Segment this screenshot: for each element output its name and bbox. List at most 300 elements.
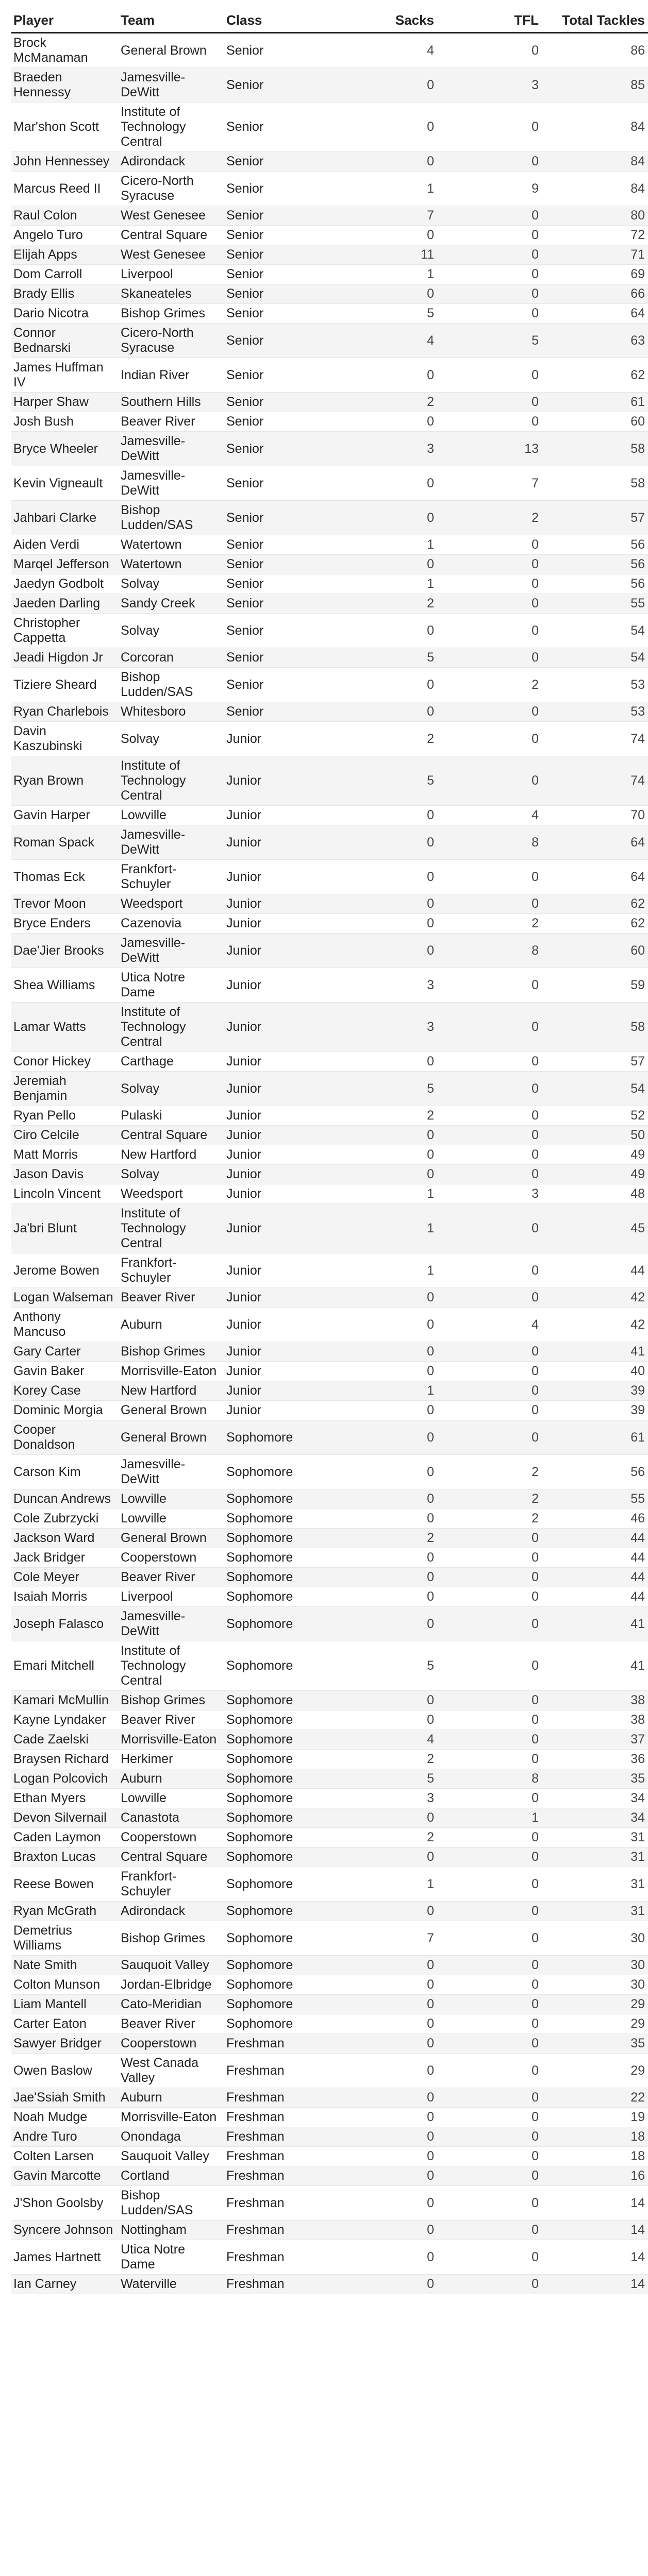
cell-team: Cooperstown [119,1548,224,1568]
cell-team: Jordan-Elbridge [119,1975,224,1995]
table-row [11,1769,648,1789]
table-row [11,2088,648,2108]
cell-sacks: 0 [331,1848,441,1867]
cell-sacks: 0 [331,1587,441,1607]
cell-team: Jamesville-DeWitt [119,825,224,860]
cell-team: Corcoran [119,648,224,668]
cell-tfl: 0 [441,2127,546,2147]
cell-team: Cooperstown [119,2034,224,2054]
cell-total-tackles: 84 [546,172,648,206]
cell-team: Morrisville-Eaton [119,1362,224,1381]
cell-team: Jamesville-DeWitt [119,1455,224,1489]
cell-total-tackles: 49 [546,1145,648,1165]
cell-total-tackles: 46 [546,1509,648,1529]
cell-total-tackles: 29 [546,2054,648,2088]
cell-class: Senior [224,358,331,393]
cell-class: Junior [224,1401,331,1420]
cell-sacks: 2 [331,594,441,614]
cell-player: Duncan Andrews [11,1489,119,1509]
cell-class: Senior [224,702,331,722]
cell-class: Sophomore [224,1455,331,1489]
cell-sacks: 0 [331,1607,441,1641]
table-row [11,2108,648,2127]
cell-total-tackles: 14 [546,2221,648,2240]
cell-team: Herkimer [119,1750,224,1769]
cell-sacks: 0 [331,614,441,648]
cell-player: Tiziere Sheard [11,668,119,702]
cell-sacks: 3 [331,1003,441,1052]
cell-team: Bishop Grimes [119,304,224,324]
table-row [11,103,648,152]
cell-team: Jamesville-DeWitt [119,934,224,968]
table-row [11,2275,648,2294]
table-row [11,1308,648,1342]
cell-sacks: 0 [331,103,441,152]
cell-team: Bishop Grimes [119,1342,224,1362]
cell-tfl: 0 [441,1003,546,1052]
cell-team: Carthage [119,1052,224,1072]
cell-total-tackles: 31 [546,1902,648,1921]
cell-total-tackles: 58 [546,1003,648,1052]
cell-team: Jamesville-DeWitt [119,1607,224,1641]
cell-total-tackles: 53 [546,702,648,722]
cell-total-tackles: 30 [546,1975,648,1995]
cell-player: Gavin Marcotte [11,2166,119,2186]
cell-tfl: 0 [441,1052,546,1072]
cell-sacks: 2 [331,1750,441,1769]
cell-tfl: 0 [441,1529,546,1548]
cell-sacks: 0 [331,68,441,103]
cell-total-tackles: 49 [546,1165,648,1184]
cell-player: Noah Mudge [11,2108,119,2127]
table-row [11,1828,648,1848]
table-row [11,1548,648,1568]
cell-tfl: 0 [441,1956,546,1975]
cell-total-tackles: 71 [546,245,648,265]
cell-total-tackles: 18 [546,2127,648,2147]
table-row [11,501,648,535]
header-total-tackles[interactable]: Total Tackles [546,9,648,33]
cell-team: Watertown [119,535,224,555]
cell-class: Sophomore [224,1956,331,1975]
cell-player: Jaeden Darling [11,594,119,614]
cell-player: Connor Bednarski [11,324,119,358]
cell-tfl: 0 [441,1828,546,1848]
cell-sacks: 0 [331,1568,441,1587]
header-tfl[interactable]: TFL [441,9,546,33]
cell-sacks: 5 [331,756,441,806]
cell-tfl: 0 [441,648,546,668]
cell-tfl: 0 [441,412,546,432]
table-row [11,2034,648,2054]
cell-total-tackles: 42 [546,1288,648,1308]
cell-class: Senior [224,68,331,103]
cell-class: Freshman [224,2127,331,2147]
cell-player: J'Shon Goolsby [11,2186,119,2221]
cell-tfl: 0 [441,2166,546,2186]
cell-class: Junior [224,825,331,860]
cell-total-tackles: 57 [546,1052,648,1072]
cell-team: Adirondack [119,152,224,172]
table-row [11,466,648,501]
cell-player: Kamari McMullin [11,1691,119,1710]
cell-team: Sauquoit Valley [119,1956,224,1975]
table-row [11,806,648,825]
cell-tfl: 0 [441,2147,546,2166]
cell-tfl: 1 [441,1808,546,1828]
cell-team: West Canada Valley [119,2054,224,2088]
cell-tfl: 0 [441,702,546,722]
cell-class: Senior [224,103,331,152]
cell-tfl: 0 [441,1381,546,1401]
cell-team: Utica Notre Dame [119,2240,224,2275]
cell-team: Weedsport [119,894,224,914]
cell-player: Shea Williams [11,968,119,1003]
table-row [11,702,648,722]
cell-total-tackles: 62 [546,358,648,393]
cell-sacks: 1 [331,574,441,594]
cell-tfl: 0 [441,1072,546,1106]
cell-tfl: 0 [441,1568,546,1587]
cell-team: Skaneateles [119,284,224,304]
cell-team: Solvay [119,1072,224,1106]
cell-total-tackles: 60 [546,934,648,968]
cell-class: Sophomore [224,1808,331,1828]
cell-team: Whitesboro [119,702,224,722]
cell-tfl: 0 [441,2034,546,2054]
cell-sacks: 1 [331,1184,441,1204]
cell-class: Freshman [224,2221,331,2240]
cell-team: Institute of Technology Central [119,1204,224,1253]
table-row [11,2014,648,2034]
cell-player: Cole Meyer [11,1568,119,1587]
cell-player: Reese Bowen [11,1867,119,1902]
cell-tfl: 2 [441,501,546,535]
cell-player: James Hartnett [11,2240,119,2275]
cell-player: Syncere Johnson [11,2221,119,2240]
table-row [11,968,648,1003]
cell-total-tackles: 56 [546,535,648,555]
cell-player: Lincoln Vincent [11,1184,119,1204]
cell-class: Junior [224,1253,331,1288]
cell-class: Senior [224,501,331,535]
table-row [11,68,648,103]
cell-class: Sophomore [224,1750,331,1769]
cell-team: Institute of Technology Central [119,1003,224,1052]
cell-player: Cole Zubrzycki [11,1509,119,1529]
cell-total-tackles: 56 [546,574,648,594]
cell-team: Cicero-North Syracuse [119,172,224,206]
cell-player: Jahbari Clarke [11,501,119,535]
cell-class: Freshman [224,2166,331,2186]
cell-player: Colten Larsen [11,2147,119,2166]
cell-team: Sauquoit Valley [119,2147,224,2166]
header-class[interactable]: Class [224,9,331,33]
cell-team: Bishop Grimes [119,1921,224,1956]
cell-sacks: 5 [331,1769,441,1789]
cell-class: Junior [224,1126,331,1145]
cell-team: Liverpool [119,1587,224,1607]
cell-team: Morrisville-Eaton [119,1730,224,1750]
cell-tfl: 0 [441,1789,546,1808]
cell-sacks: 4 [331,33,441,68]
cell-team: Lowville [119,806,224,825]
cell-player: Ryan Charlebois [11,702,119,722]
cell-sacks: 0 [331,2127,441,2147]
cell-player: Jackson Ward [11,1529,119,1548]
cell-sacks: 0 [331,2054,441,2088]
cell-player: Kayne Lyndaker [11,1710,119,1730]
cell-tfl: 0 [441,358,546,393]
cell-class: Junior [224,1106,331,1126]
cell-total-tackles: 31 [546,1848,648,1867]
cell-sacks: 0 [331,1455,441,1489]
table-row [11,555,648,574]
cell-class: Junior [224,1204,331,1253]
cell-total-tackles: 55 [546,1489,648,1509]
cell-sacks: 0 [331,2166,441,2186]
cell-total-tackles: 35 [546,2034,648,2054]
cell-total-tackles: 55 [546,594,648,614]
table-row [11,1420,648,1455]
cell-tfl: 2 [441,1455,546,1489]
cell-class: Sophomore [224,1548,331,1568]
cell-class: Senior [224,412,331,432]
cell-class: Senior [224,304,331,324]
header-team[interactable]: Team [119,9,224,33]
cell-tfl: 0 [441,265,546,284]
cell-team: Institute of Technology Central [119,756,224,806]
cell-sacks: 0 [331,914,441,934]
cell-total-tackles: 44 [546,1529,648,1548]
cell-tfl: 9 [441,172,546,206]
cell-sacks: 0 [331,1126,441,1145]
table-row [11,722,648,756]
cell-team: Auburn [119,2088,224,2108]
table-row [11,594,648,614]
table-row [11,1381,648,1401]
cell-player: Jeremiah Benjamin [11,1072,119,1106]
table-row [11,934,648,968]
cell-player: Colton Munson [11,1975,119,1995]
table-row [11,1342,648,1362]
cell-total-tackles: 72 [546,226,648,245]
cell-player: Braysen Richard [11,1750,119,1769]
cell-sacks: 0 [331,1362,441,1381]
cell-team: Jamesville-DeWitt [119,466,224,501]
cell-sacks: 2 [331,1828,441,1848]
cell-tfl: 0 [441,152,546,172]
cell-total-tackles: 48 [546,1184,648,1204]
cell-tfl: 0 [441,206,546,226]
cell-tfl: 0 [441,284,546,304]
cell-class: Sophomore [224,1730,331,1750]
table-row [11,226,648,245]
cell-total-tackles: 64 [546,825,648,860]
table-row [11,1956,648,1975]
table-row [11,1641,648,1691]
table-row [11,1401,648,1420]
cell-class: Sophomore [224,1975,331,1995]
cell-tfl: 0 [441,245,546,265]
cell-player: Liam Mantell [11,1995,119,2014]
cell-class: Sophomore [224,1420,331,1455]
cell-class: Junior [224,806,331,825]
cell-sacks: 1 [331,535,441,555]
table-row [11,1995,648,2014]
table-row [11,1052,648,1072]
cell-player: Trevor Moon [11,894,119,914]
cell-team: Central Square [119,1848,224,1867]
cell-team: Beaver River [119,1710,224,1730]
cell-player: Demetrius Williams [11,1921,119,1956]
cell-team: Central Square [119,226,224,245]
cell-class: Sophomore [224,1607,331,1641]
cell-tfl: 8 [441,1769,546,1789]
header-player[interactable]: Player [11,9,119,33]
cell-team: Pulaski [119,1106,224,1126]
cell-total-tackles: 40 [546,1362,648,1381]
cell-sacks: 0 [331,2147,441,2166]
cell-team: Auburn [119,1308,224,1342]
cell-class: Junior [224,1003,331,1052]
cell-total-tackles: 38 [546,1691,648,1710]
cell-team: Lowville [119,1489,224,1509]
cell-player: Jack Bridger [11,1548,119,1568]
cell-sacks: 0 [331,555,441,574]
table-row [11,1165,648,1184]
cell-total-tackles: 38 [546,1710,648,1730]
cell-sacks: 0 [331,2088,441,2108]
cell-total-tackles: 30 [546,1956,648,1975]
cell-total-tackles: 29 [546,2014,648,2034]
table-row [11,1529,648,1548]
cell-sacks: 0 [331,412,441,432]
cell-total-tackles: 70 [546,806,648,825]
cell-total-tackles: 62 [546,914,648,934]
cell-total-tackles: 45 [546,1204,648,1253]
cell-total-tackles: 41 [546,1607,648,1641]
cell-total-tackles: 29 [546,1995,648,2014]
cell-player: Conor Hickey [11,1052,119,1072]
cell-total-tackles: 84 [546,152,648,172]
cell-class: Junior [224,1165,331,1184]
cell-team: Indian River [119,358,224,393]
cell-team: Weedsport [119,1184,224,1204]
cell-sacks: 0 [331,1308,441,1342]
cell-tfl: 0 [441,1288,546,1308]
cell-team: Watertown [119,555,224,574]
table-row [11,152,648,172]
cell-team: Liverpool [119,265,224,284]
cell-player: Jason Davis [11,1165,119,1184]
cell-sacks: 0 [331,2186,441,2221]
cell-total-tackles: 14 [546,2275,648,2294]
cell-sacks: 0 [331,934,441,968]
cell-total-tackles: 62 [546,894,648,914]
cell-class: Senior [224,152,331,172]
cell-tfl: 0 [441,33,546,68]
cell-tfl: 0 [441,1145,546,1165]
table-row [11,265,648,284]
cell-player: Dae'Jier Brooks [11,934,119,968]
table-row [11,1730,648,1750]
cell-player: Logan Walseman [11,1288,119,1308]
cell-team: Lowville [119,1789,224,1808]
cell-class: Junior [224,1184,331,1204]
cell-sacks: 0 [331,668,441,702]
cell-class: Senior [224,668,331,702]
cell-player: Ian Carney [11,2275,119,2294]
cell-sacks: 0 [331,501,441,535]
cell-tfl: 3 [441,68,546,103]
cell-total-tackles: 58 [546,432,648,466]
cell-class: Sophomore [224,1509,331,1529]
table-row [11,1072,648,1106]
cell-class: Sophomore [224,1489,331,1509]
cell-total-tackles: 59 [546,968,648,1003]
cell-team: Beaver River [119,1288,224,1308]
cell-sacks: 0 [331,284,441,304]
cell-player: Owen Baslow [11,2054,119,2088]
cell-player: Ryan McGrath [11,1902,119,1921]
cell-team: Jamesville-DeWitt [119,68,224,103]
cell-total-tackles: 56 [546,555,648,574]
cell-class: Sophomore [224,1995,331,2014]
cell-team: Waterville [119,2275,224,2294]
table-row [11,33,648,68]
cell-tfl: 0 [441,2240,546,2275]
cell-class: Senior [224,535,331,555]
cell-player: Jae'Ssiah Smith [11,2088,119,2108]
cell-player: Devon Silvernail [11,1808,119,1828]
cell-total-tackles: 42 [546,1308,648,1342]
cell-sacks: 0 [331,1808,441,1828]
table-row [11,1867,648,1902]
cell-player: Lamar Watts [11,1003,119,1052]
cell-player: Nate Smith [11,1956,119,1975]
table-row [11,1921,648,1956]
cell-tfl: 0 [441,1995,546,2014]
cell-total-tackles: 44 [546,1548,648,1568]
cell-player: Marqel Jefferson [11,555,119,574]
cell-total-tackles: 22 [546,2088,648,2108]
cell-sacks: 1 [331,1381,441,1401]
cell-class: Sophomore [224,1641,331,1691]
table-row [11,2166,648,2186]
cell-class: Senior [224,206,331,226]
cell-class: Freshman [224,2088,331,2108]
cell-sacks: 1 [331,1253,441,1288]
cell-class: Sophomore [224,1691,331,1710]
cell-sacks: 11 [331,245,441,265]
cell-tfl: 0 [441,1106,546,1126]
cell-team: Frankfort-Schuyler [119,1253,224,1288]
cell-tfl: 0 [441,1921,546,1956]
cell-team: General Brown [119,33,224,68]
cell-team: Frankfort-Schuyler [119,860,224,894]
cell-sacks: 0 [331,1710,441,1730]
table-row [11,304,648,324]
header-sacks[interactable]: Sacks [331,9,441,33]
cell-class: Senior [224,245,331,265]
cell-team: Solvay [119,574,224,594]
cell-team: Solvay [119,1165,224,1184]
cell-total-tackles: 34 [546,1808,648,1828]
cell-sacks: 0 [331,894,441,914]
cell-total-tackles: 54 [546,1072,648,1106]
cell-sacks: 0 [331,806,441,825]
